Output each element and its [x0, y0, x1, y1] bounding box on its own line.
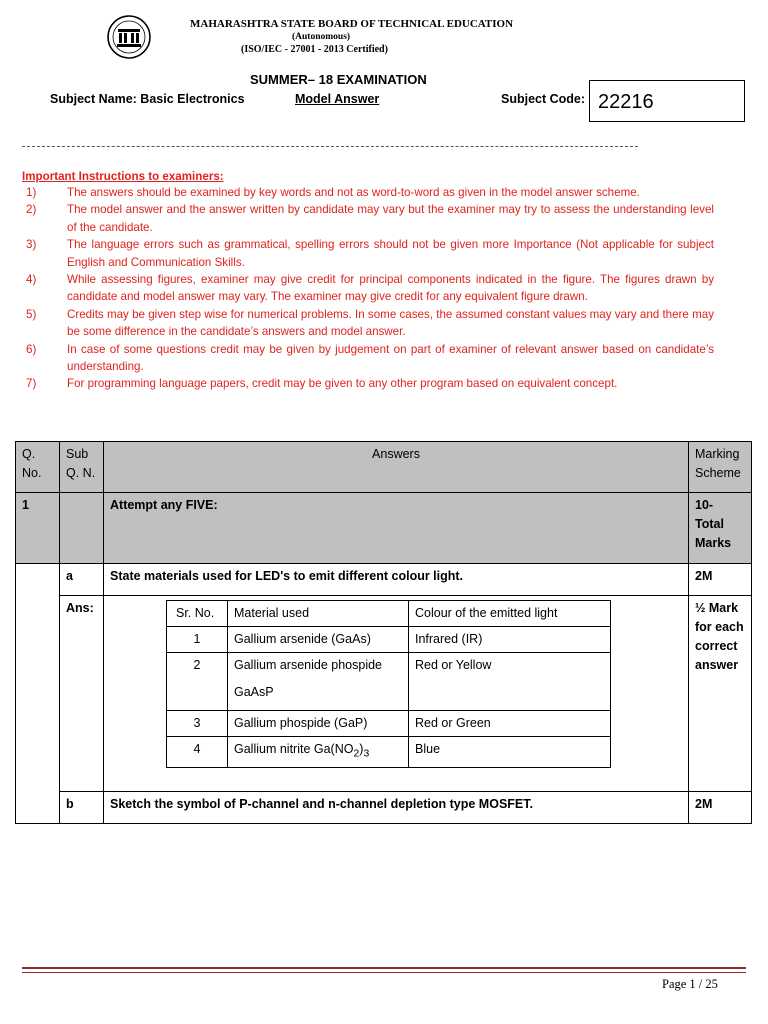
inner-colour: Red or Green [409, 711, 611, 737]
page-number: Page 1 / 25 [662, 977, 718, 991]
model-answer-title: Model Answer [295, 92, 380, 106]
inner-header-row [167, 601, 611, 627]
inner-header-colour: Colour of the emitted light [409, 601, 611, 627]
subject-code-box: 22216 [589, 80, 745, 122]
formula-sub1: 2 [353, 748, 360, 760]
instruction-item: 4) While assessing figures, examiner may give credit for principal components indicated in the figure. The figures drawn by candidate and model answer may vary. The examiner may give credit for any equivalent figure drawn. [26, 273, 714, 304]
inner-colour: Infrared (IR) [409, 627, 611, 653]
qa-text: State materials used for LED's to emit different colour light. [104, 564, 689, 596]
inner-sr: 1 [167, 627, 228, 653]
ans-label: Ans: [60, 596, 104, 792]
inner-row [167, 737, 611, 768]
led-materials-table [166, 600, 611, 768]
q1-number: 1 [16, 493, 60, 564]
q1-marks: 10- Total Marks [689, 493, 752, 564]
instructions-list [22, 184, 714, 393]
header-answers: Answers [104, 442, 689, 493]
inner-sr: 2 [167, 653, 228, 711]
answer-table [15, 441, 752, 824]
board-name: MAHARASHTRA STATE BOARD OF TECHNICAL EDUCATION [190, 18, 514, 30]
footer-rule-thin [22, 972, 746, 973]
msbte-logo [106, 14, 152, 60]
inner-material-line1: Gallium arsenide phospide [234, 658, 383, 672]
instructions-title: Important Instructions to examiners: [22, 170, 224, 183]
inner-row [167, 627, 611, 653]
inner-material: Gallium phospide (GaP) [228, 711, 409, 737]
inner-colour: Red or Yellow [409, 653, 611, 711]
q-no-empty [16, 564, 60, 824]
inner-row [167, 653, 611, 711]
inner-colour: Blue [409, 737, 611, 768]
instruction-item: 7) For programming language papers, credit may be given to any other program based on equivalent concept. [26, 377, 618, 391]
q1-sub-empty [60, 493, 104, 564]
examiner-instructions [22, 170, 714, 393]
formula-paren: ) [359, 742, 364, 756]
inner-material: Gallium arsenide (GaAs) [228, 627, 409, 653]
inner-sr: 4 [167, 737, 228, 768]
table-row-q1 [16, 493, 752, 564]
board-autonomous: (Autonomous) [292, 32, 351, 42]
qa-marks: 2M [689, 564, 752, 596]
inner-header-sr: Sr. No. [167, 601, 228, 627]
instruction-item: 3) The language errors such as grammatical, spelling errors should not be given more Importance (Not applicable for subject English and Communication Skills. [26, 238, 714, 269]
qb-marks: 2M [689, 792, 752, 824]
header-q-no: Q. No. [16, 442, 60, 493]
table-row-qa [16, 564, 752, 596]
table-header-row [16, 442, 752, 493]
instruction-item: 5) Credits may be given step wise for numerical problems. In some cases, the assumed constant values may vary and there may be some difference in the candidate’s answers and model answer. [26, 307, 714, 339]
qa-sub: a [60, 564, 104, 596]
instruction-item: 2) The model answer and the answer written by candidate may vary but the examiner may try to assess the understanding level of the candidate. [26, 203, 714, 234]
inner-material-line2: GaAsP [234, 685, 274, 699]
inner-material [228, 737, 409, 768]
exam-title: SUMMER– 18 EXAMINATION [250, 72, 427, 87]
formula-sub2: 3 [363, 748, 370, 760]
subject-code-label: Subject Code: [501, 92, 586, 106]
inner-header-material: Material used [228, 601, 409, 627]
header-marking: Marking Scheme [689, 442, 752, 493]
table-row-qb [16, 792, 752, 824]
separator-line [22, 146, 638, 147]
qb-sub: b [60, 792, 104, 824]
inner-material [228, 653, 409, 711]
q1-text: Attempt any FIVE: [104, 493, 689, 564]
answer-cell [104, 596, 689, 792]
subject-name: Subject Name: Basic Electronics [50, 92, 245, 106]
inner-row [167, 711, 611, 737]
instruction-item: 6) In case of some questions credit may be given by judgement on part of examiner of relevant answer based on candidate’s understanding. [26, 342, 714, 374]
footer-rule [22, 967, 746, 969]
instruction-item: 1) The answers should be examined by key words and not as word-to-word as given in the model answer scheme. [26, 186, 640, 199]
table-row-answer [16, 596, 752, 792]
inner-sr: 3 [167, 711, 228, 737]
formula-text: Gallium nitrite Ga(NO [234, 742, 354, 756]
header-sub-q: Sub Q. N. [60, 442, 104, 493]
board-iso-cert: (ISO/IEC - 27001 - 2013 Certified) [241, 44, 388, 55]
qb-text: Sketch the symbol of P-channel and n-channel depletion type MOSFET. [104, 792, 689, 824]
ans-marks: ½ Mark for each correct answer [689, 596, 752, 792]
